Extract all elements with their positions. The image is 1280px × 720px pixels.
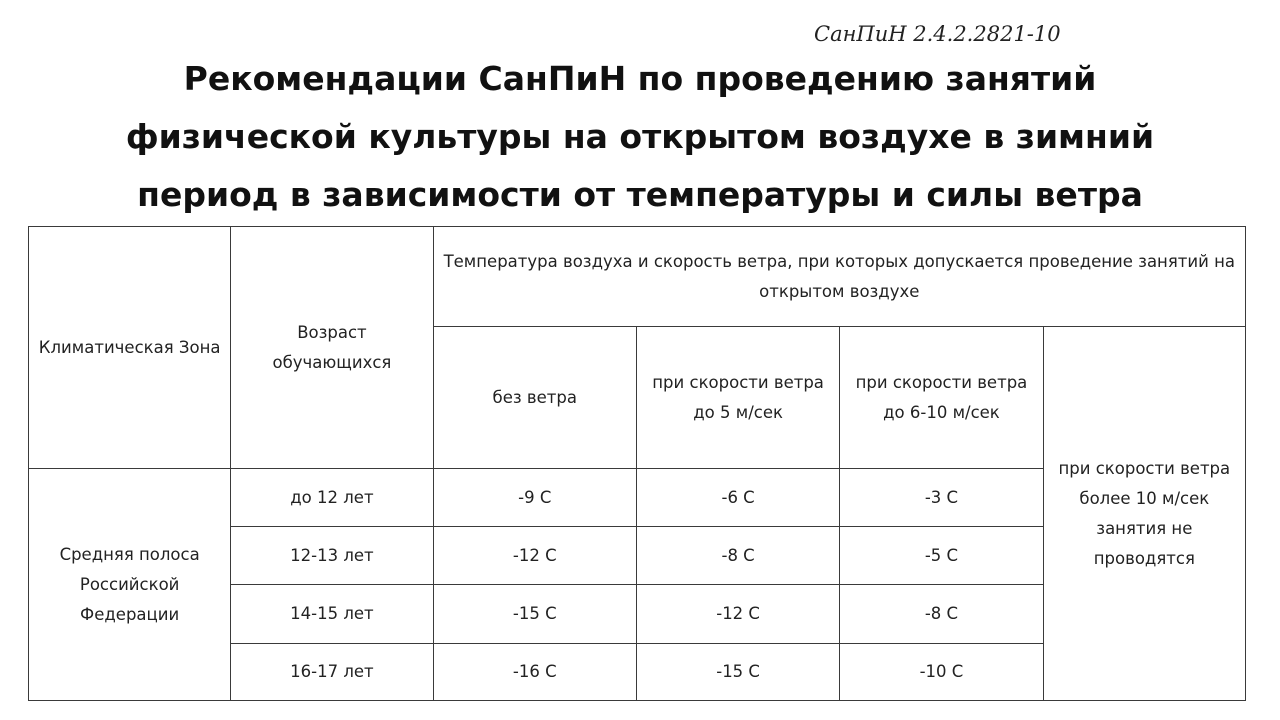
title-line-3: период в зависимости от температуры и силы ветра [137, 175, 1143, 214]
document-reference: СанПиН 2.4.2.2821-10 [814, 22, 1061, 46]
wind-5-cell: -8 С [636, 527, 839, 585]
age-cell: 16-17 лет [231, 644, 433, 701]
wind-5-cell: -15 С [636, 644, 839, 701]
age-cell: 14-15 лет [231, 585, 433, 644]
wind-5-cell: -12 С [636, 585, 839, 644]
no-wind-cell: -9 С [433, 469, 636, 527]
age-cell: 12-13 лет [231, 527, 433, 585]
wind-6-10-cell: -8 С [840, 585, 1043, 644]
header-wind-5: при скорости ветра до 5 м/сек [636, 327, 839, 469]
header-wind-6-10: при скорости ветра до 6-10 м/сек [840, 327, 1043, 469]
wind-6-10-cell: -5 С [840, 527, 1043, 585]
header-wind-over-10: при скорости ветра более 10 м/сек занятия не проводятся [1043, 327, 1245, 701]
recommendations-table [28, 226, 1246, 701]
no-wind-cell: -15 С [433, 585, 636, 644]
no-wind-cell: -16 С [433, 644, 636, 701]
age-cell: до 12 лет [231, 469, 433, 527]
wind-5-cell: -6 С [636, 469, 839, 527]
title-line-1: Рекомендации СанПиН по проведению занятий [183, 59, 1097, 98]
header-conditions: Температура воздуха и скорость ветра, при которых допускается проведение занятий на открытом воздухе [433, 227, 1245, 327]
wind-6-10-cell: -10 С [840, 644, 1043, 701]
header-climatic-zone: Климатическая Зона [29, 227, 231, 469]
page-title [20, 50, 1260, 224]
header-no-wind: без ветра [433, 327, 636, 469]
wind-6-10-cell: -3 С [840, 469, 1043, 527]
zone-name-cell: Средняя полоса Российской Федерации [29, 469, 231, 701]
title-line-2: физической культуры на открытом воздухе в зимний [125, 117, 1155, 156]
header-age: Возраст обучающихся [231, 227, 433, 469]
no-wind-cell: -12 С [433, 527, 636, 585]
